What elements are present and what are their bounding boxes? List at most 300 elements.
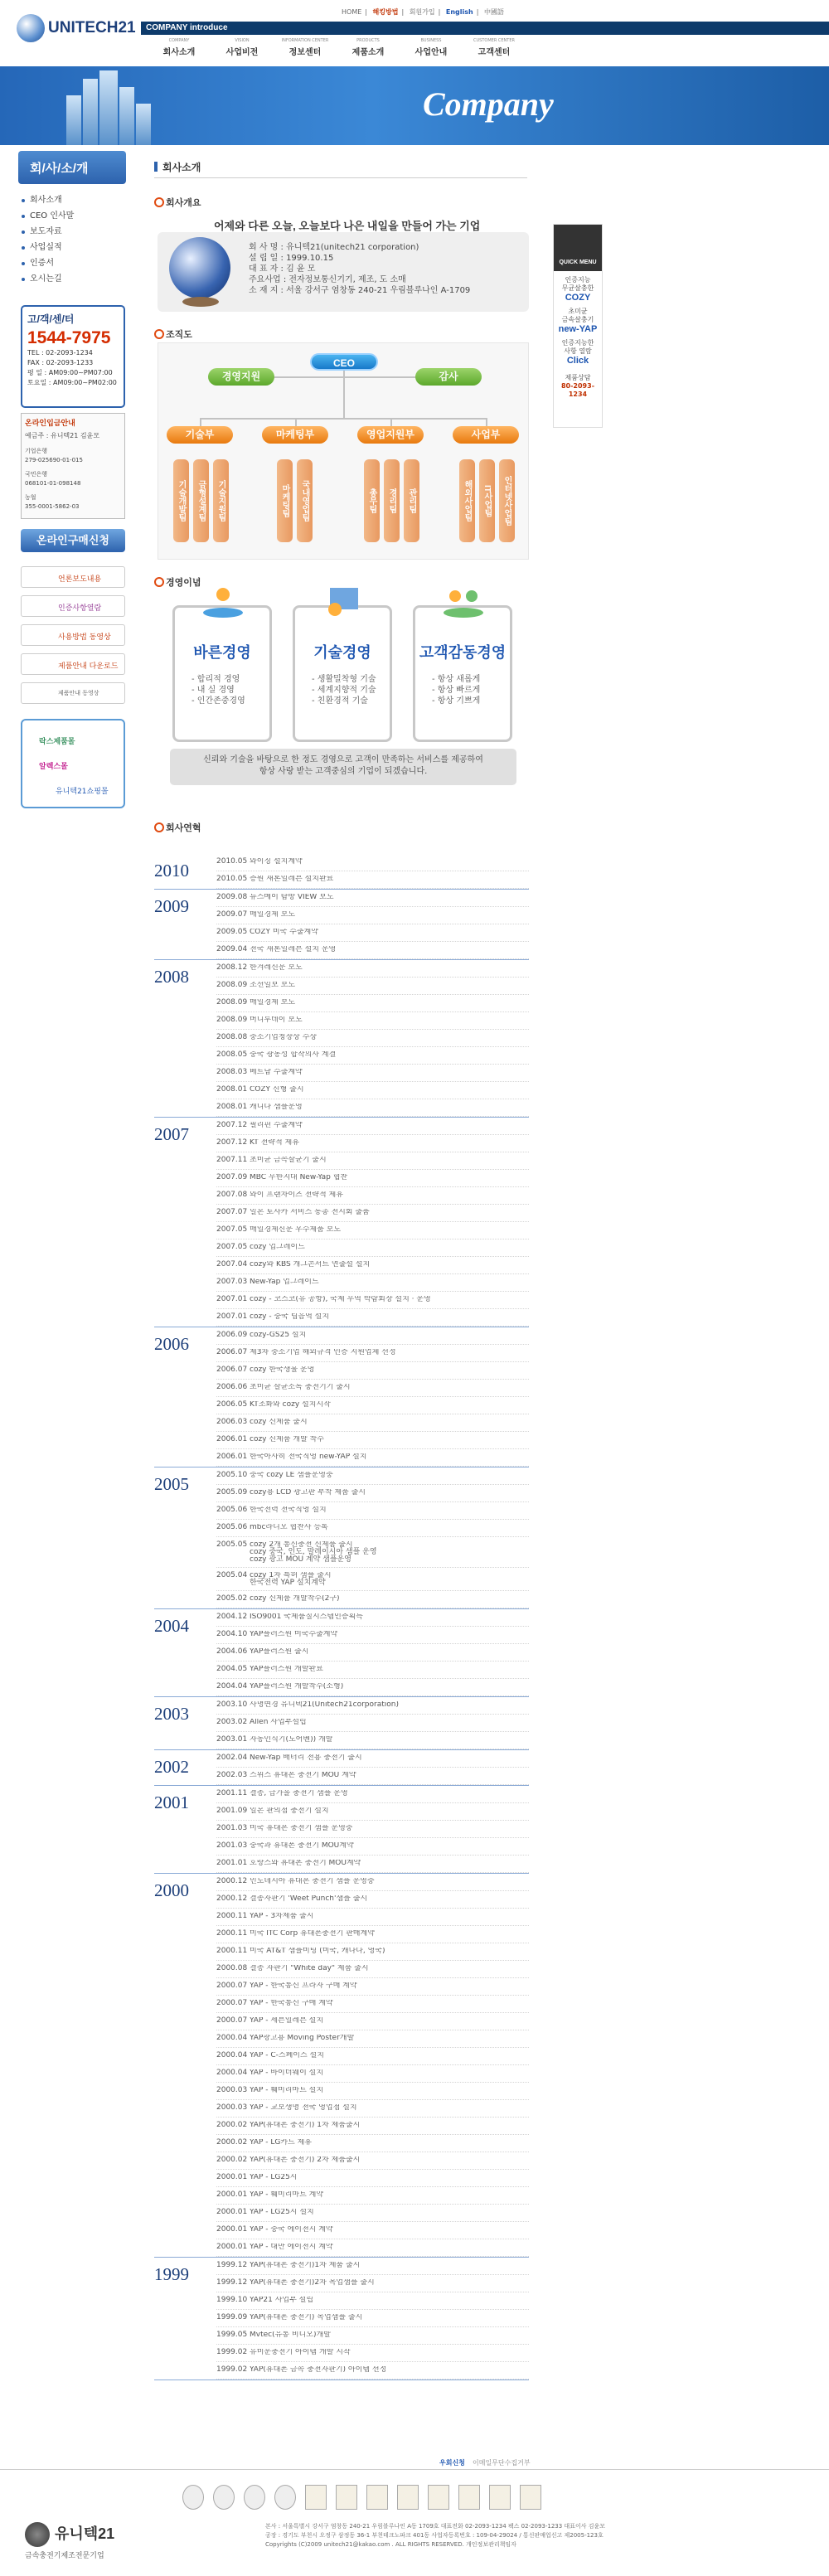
history-event: KT 전략적 제휴 [250, 1139, 299, 1147]
history-row [216, 2275, 529, 2292]
history-row [216, 942, 529, 959]
nav-strip [141, 22, 829, 35]
quick-item-label: 무균살충한 [561, 284, 594, 292]
history-year-group [154, 1118, 529, 1327]
history-year: 2002 [154, 1757, 189, 1777]
history-event: 호랑스와 휴대폰 충전기 MOU계약 [250, 1860, 361, 1867]
org-team: 해외사업팀 [459, 459, 475, 542]
footer-link[interactable]: 이메일무단수집거부 [473, 2459, 531, 2467]
history-event: YAP(휴대폰 충전기)1차 제품 출시 [250, 2262, 361, 2269]
history-event: cozy 신제품 개발 착수 [250, 1436, 324, 1443]
main-menu [148, 38, 526, 57]
menu-customer[interactable]: CUSTOMER CENTER 고객센터 [473, 38, 515, 57]
history-row [216, 1537, 529, 1568]
building-shape [83, 79, 98, 145]
sidebar-item-ceo[interactable]: CEO 인사말 [20, 208, 126, 224]
call-center-hours: 토요일 : AM09:00~PM02:00 [27, 379, 117, 386]
footer-address-line: 공장 : 경기도 부천시 오정구 삼정동 36-1 부천테크노파크 401동 사업자등록번호 : 109-04-29024 / 통신판매업신고 제2005-123호 [265, 2532, 604, 2539]
history-date: 2010.05 [216, 857, 248, 866]
history-row [216, 1432, 529, 1449]
history-row [216, 2100, 529, 2118]
quick-item-label: 인증지능한 [561, 339, 594, 347]
menu-products[interactable]: PRODUCTS 제품소개 [351, 38, 385, 57]
history-date: 2004.06 [216, 1647, 248, 1656]
history-row [216, 871, 529, 889]
history-row [216, 1627, 529, 1644]
history-date: 2008.08 [216, 1033, 248, 1041]
history-row [216, 2362, 529, 2380]
history-row [216, 1292, 529, 1309]
history-date: 2005.10 [216, 1471, 248, 1479]
history-event: ISO9001 국제품질시스템인증획득 [250, 1613, 363, 1621]
history-row [216, 1239, 529, 1257]
util-join-link[interactable]: 회원가입 [409, 8, 435, 16]
history-row [216, 1874, 529, 1891]
history-year-group [154, 1327, 529, 1467]
building-shape [99, 70, 118, 145]
history-date: 2005.04 [216, 1571, 248, 1579]
history-row [216, 1065, 529, 1082]
history-date: 2003.01 [216, 1735, 248, 1744]
overview-line: 주요사업 : 전자정보통신기기, 제조, 도 소매 [249, 275, 406, 284]
history-event: YAP - 훼미리마트 설치 [250, 2087, 324, 2094]
history-event: 중소기업청장상 수상 [250, 1034, 318, 1041]
history-date: 2005.02 [216, 1594, 248, 1603]
history-event: YAP - 한국통신 프라자 구매 계약 [250, 1982, 357, 1990]
mgmt-item: - 인간존중경영 [191, 696, 245, 706]
history-date: 2000.11 [216, 1947, 248, 1955]
call-center-tel: TEL : 02-2093-1234 [27, 349, 93, 357]
history-date: 2007.05 [216, 1243, 248, 1251]
history-row [216, 2205, 529, 2222]
history-date: 2007.03 [216, 1278, 248, 1286]
history-year-group [154, 2258, 529, 2380]
history-event: YAP - 교보생명 전국 영업점 설치 [250, 2104, 357, 2112]
history-date: 2007.05 [216, 1225, 248, 1234]
history-row [216, 2327, 529, 2345]
mgmt-item: - 친환경적 기술 [312, 696, 368, 706]
bank-account: 068101-01-098148 [25, 480, 81, 487]
history-date: 2004.04 [216, 1682, 248, 1691]
history-event: YAP(휴대폰 충전기) 목업샘플 출시 [250, 2314, 363, 2321]
history-row [216, 1644, 529, 1662]
history-date: 1999.10 [216, 2296, 248, 2304]
quick-phone: 80-2093-1234 [560, 382, 595, 398]
cert-badge-icon [244, 2485, 265, 2510]
history-date: 2001.01 [216, 1859, 248, 1867]
mgmt-card [293, 605, 392, 742]
history-row [216, 1891, 529, 1909]
history-date: 1999.09 [216, 2313, 248, 2321]
history-date: 2000.02 [216, 2138, 248, 2147]
online-order-button[interactable]: 온라인구매신청 [21, 529, 125, 552]
history-event: 제3차 중소기업 해외규격 인증 지원업체 선정 [250, 1349, 396, 1356]
history-event: 한겨레신문 보도 [250, 964, 303, 972]
history-date: 2003.02 [216, 1718, 248, 1726]
history-year-group [154, 1697, 529, 1750]
footer-logo-icon [25, 2522, 50, 2547]
quick-newyap-link[interactable]: new-YAP [558, 324, 598, 334]
menu-company[interactable]: COMPANY 회사소개 [162, 38, 196, 57]
call-center-hours: 평 일 : AM09:00~PM07:00 [27, 369, 113, 376]
history-row [216, 1152, 529, 1170]
overview-line: 대 표 자 : 김 윤 모 [249, 264, 316, 274]
history-row [216, 1520, 529, 1537]
history-date: 2000.03 [216, 2086, 248, 2094]
history-year: 2010 [154, 861, 189, 880]
history-row [216, 2065, 529, 2083]
history-event: 전국 새론일레븐 설치 운영 [250, 946, 337, 953]
history-row [216, 854, 529, 871]
mgmt-message-line: 항상 사랑 받는 고객중심의 기업이 되겠습니다. [259, 767, 428, 776]
history-year-group [154, 960, 529, 1118]
cert-badge-icon [458, 2485, 480, 2510]
history-year: 2001 [154, 1793, 189, 1812]
org-division: 사업부 [453, 426, 519, 444]
hero-title: Company [423, 85, 554, 123]
history-event: 인도네시아 휴대폰 충전기 샘플 운영중 [250, 1878, 375, 1885]
side-link-press[interactable]: 언론보도내용 [21, 566, 125, 588]
org-team: 관리팀 [404, 459, 419, 542]
history-event: YAP(휴대폰 금속 충전자판기) 아이템 선정 [250, 2366, 387, 2374]
sidebar-item-press[interactable]: 보도자료 [20, 224, 126, 240]
org-division: 영업지원부 [357, 426, 424, 444]
history-event: Mvtec(유통 비디오)개발 [250, 2331, 331, 2339]
util-chinese-link[interactable]: 中國語 [483, 8, 504, 16]
page-title: 회사소개 [154, 160, 527, 178]
history-row [216, 1170, 529, 1187]
history-row [216, 1821, 529, 1838]
footer-link-bar [0, 2457, 829, 2470]
history-date: 2008.09 [216, 998, 248, 1007]
history-date: 2002.03 [216, 1771, 248, 1779]
history-year: 2006 [154, 1334, 189, 1354]
org-team: IT사업팀 [479, 459, 495, 542]
history-row [216, 1502, 529, 1520]
history-date: 2000.07 [216, 1982, 248, 1990]
history-date: 2009.08 [216, 893, 248, 901]
mgmt-item: - 합리적 경영 [191, 675, 240, 684]
history-date: 2000.08 [216, 1964, 248, 1972]
overview-line: 소 재 지 : 서울 강서구 염창동 240-21 우림블루나인 A-1709 [249, 286, 471, 295]
cert-badge-icon [336, 2485, 357, 2510]
history-row [216, 2048, 529, 2065]
history-date: 2007.12 [216, 1121, 248, 1129]
history-row [216, 1697, 529, 1715]
family-site-link[interactable]: 유니텍21쇼핑몰 [56, 788, 109, 796]
history-row [216, 1030, 529, 1047]
family-site-link[interactable]: 락스제품몰 [39, 738, 75, 746]
history-event: KT조화와 cozy 설치시작 [250, 1401, 331, 1409]
history-date: 2001.11 [216, 1789, 248, 1797]
history-row [216, 1012, 529, 1030]
history-date: 2000.11 [216, 1929, 248, 1938]
mgmt-card [172, 605, 272, 742]
footer [0, 2452, 829, 2576]
mgmt-title: 기술경영 [313, 644, 371, 661]
family-site-link[interactable]: 알렉스몰 [39, 763, 68, 771]
cert-badges [182, 2485, 550, 2510]
history-event: cozy 2개 통신충전 신제품 출시 cozy 중국, 인도, 말레이시아 샘플 운영 cozy 광고 MOU 계약 샘플운영 [250, 1541, 377, 1564]
history-date: 2006.01 [216, 1453, 248, 1461]
footer-copyright: Copyrights (C)2009 unitech21@kakao.com . ALL RIGHTS RESERVED. 개인정보관리책임자 [265, 2541, 516, 2548]
history-row [216, 1485, 529, 1502]
history-event: 중국 cozy LE 샘플운영중 [250, 1472, 333, 1479]
history-row [216, 1568, 529, 1591]
history-event: cozy 한국생물 운영 [250, 1366, 315, 1374]
call-center-number: 1544-7975 [27, 328, 111, 347]
history-event: YAP - 3차제품 출시 [250, 1913, 314, 1920]
history-row [216, 2083, 529, 2100]
bank-account: 279-025690-01-015 [25, 457, 83, 463]
building-shape [119, 87, 134, 145]
sidebar-item-certs[interactable]: 인증서 [20, 255, 126, 271]
building-shape [136, 104, 151, 145]
history-row [216, 1996, 529, 2013]
history-year-group [154, 854, 529, 890]
history-date: 2000.04 [216, 2051, 248, 2059]
history-event: 일본 토사카 서비스 동총 전시회 출품 [250, 1209, 370, 1216]
org-line [343, 368, 345, 418]
cert-badge-icon [274, 2485, 296, 2510]
globe-icon [169, 237, 230, 298]
section-heading-overview: 회사개요 [154, 196, 201, 209]
history-row [216, 2310, 529, 2327]
org-team: 기술개발팀 [173, 459, 189, 542]
cert-badge-icon [428, 2485, 449, 2510]
history-year: 2007 [154, 1124, 189, 1144]
history-row [216, 890, 529, 907]
history-date: 2008.05 [216, 1050, 248, 1059]
history-event: 중국과 휴대폰 충전기 MOU계약 [250, 1842, 354, 1850]
history-event: 스위스 휴대폰 충전기 MOU 계약 [250, 1772, 356, 1779]
quick-item-label: 사항 열람 [564, 347, 592, 355]
history-date: 2004.05 [216, 1665, 248, 1673]
mgmt-card [413, 605, 512, 742]
history-row [216, 1679, 529, 1696]
history-event: MBC 무한지대 New-Yap 협찬 [250, 1174, 348, 1181]
history-row [216, 1274, 529, 1292]
history-date: 1999.02 [216, 2365, 248, 2374]
sidebar-item-results[interactable]: 사업실적 [20, 240, 126, 255]
history-event: 와이징 설치계약 [250, 858, 303, 866]
history-year: 1999 [154, 2264, 189, 2284]
org-team: 경리팀 [384, 459, 400, 542]
history-row [216, 1715, 529, 1732]
history-row [216, 1135, 529, 1152]
history-event: 와이 프랜차이즈 전략적 제휴 [250, 1191, 343, 1199]
history-row [216, 2135, 529, 2152]
history-row [216, 2258, 529, 2275]
history-date: 2000.12 [216, 1877, 248, 1885]
history-event: 한국전력 전국직영 설치 [250, 1506, 327, 1514]
history-year-group [154, 1786, 529, 1874]
building-shape [66, 95, 81, 145]
history-event: COZY 신형 출시 [250, 1086, 304, 1094]
quick-item-label: 제품상담 [565, 374, 591, 381]
history-row [216, 1380, 529, 1397]
history-event: 매일경제신문 우수제품 보도 [250, 1226, 342, 1234]
history-year: 2000 [154, 1880, 189, 1900]
history-date: 2000.12 [216, 1894, 248, 1903]
overview-line: 설 립 일 : 1999.10.15 [249, 254, 334, 263]
history-event: 미국 ITC Corp 휴대폰충전기 판매계약 [250, 1930, 375, 1938]
footer-link[interactable]: 우회신청 [439, 2459, 465, 2467]
history-date: 2008.09 [216, 981, 248, 989]
history-date: 2000.01 [216, 2225, 248, 2234]
history-row [216, 2170, 529, 2187]
sidebar-item-location[interactable]: 오시는길 [20, 271, 126, 287]
section-heading-history: 회사연혁 [154, 821, 201, 834]
mgmt-title: 고객감동경영 [419, 644, 507, 661]
menu-vision[interactable]: VISION 사업비전 [225, 38, 259, 57]
history-date: 2008.12 [216, 963, 248, 972]
history-date: 2000.01 [216, 2173, 248, 2181]
history-year: 2003 [154, 1704, 189, 1724]
history-event: YAP - C-스페이스 설치 [250, 2052, 324, 2059]
bank-holder: 예금주 : 유니텍21 김윤모 [25, 432, 100, 439]
section-heading-mgmt: 경영이념 [154, 575, 201, 589]
history-year-group [154, 1874, 529, 2258]
history-event: YAP - LG25시 설치 [250, 2209, 314, 2216]
quick-cozy-link[interactable]: COZY [565, 293, 591, 303]
history-row [216, 1345, 529, 1362]
history-date: 2004.10 [216, 1630, 248, 1638]
quick-item-label: 초미균 [568, 308, 588, 315]
history-event: cozy 업그레이드 [250, 1244, 305, 1251]
bank-title: 온라인입금안내 [25, 419, 75, 427]
history-row [216, 2345, 529, 2362]
history-date: 2006.07 [216, 1366, 248, 1374]
history-event: 일본 판의점 충전기 설치 [250, 1807, 329, 1815]
quick-menu-title: QUICK MENU [554, 225, 602, 271]
history-row [216, 2292, 529, 2310]
history-row [216, 1205, 529, 1222]
cert-badge-icon [489, 2485, 511, 2510]
history-year-group [154, 1609, 529, 1697]
menu-info[interactable]: INFORMATION CENTER 정보센터 [281, 38, 329, 57]
footer-tagline: 금속충전기제조전문기업 [25, 2552, 104, 2560]
history-event: cozy 신제품 출시 [250, 1419, 308, 1426]
history-date: 2003.10 [216, 1700, 248, 1709]
history-row [216, 1082, 529, 1099]
history-event: 결종, 급가을 충전기 샘플 운영 [250, 1790, 348, 1797]
overview-line: 회 사 명 : 유니텍21(unitech21 corporation) [249, 243, 419, 252]
history-event: COZY 미국 수출계약 [250, 929, 318, 936]
sidebar-title: 회/사/소/개 [18, 151, 126, 184]
util-english-link[interactable]: English [445, 8, 473, 16]
history-date: 2009.07 [216, 910, 248, 919]
history-event: 유미운충전기 아이템 개발 시작 [250, 2349, 351, 2356]
quick-click-link[interactable]: Click [566, 356, 589, 366]
history-row [216, 1397, 529, 1414]
cert-badge-icon [182, 2485, 204, 2510]
history-event: YAP - 중국 에이전시 계약 [250, 2226, 333, 2234]
history-event: cozy 신제품 개발착수(2구) [250, 1595, 340, 1603]
logo-globe-icon [17, 14, 45, 42]
history-row [216, 2030, 529, 2048]
site-logo[interactable]: UNITECH21 [17, 12, 128, 54]
sidebar-item-company[interactable]: 회사소개 [20, 192, 126, 208]
org-line [200, 418, 486, 420]
side-link-product-video[interactable]: 제품안내 동영상 [21, 682, 125, 704]
history-event: 초미균 금속살균기 출시 [250, 1157, 327, 1164]
history-date: 2008.09 [216, 1016, 248, 1024]
history-date: 2008.01 [216, 1085, 248, 1094]
history-row [216, 978, 529, 995]
footer-address-line: 본사 : 서울특별시 강서구 염창동 240-21 우림블루나인 A동 1709호 대표전화 02-2093-1234 팩스 02-2093-1233 대표이사 김윤모 [265, 2523, 605, 2530]
history-event: YAP21 사업부 설립 [250, 2297, 314, 2304]
history-event: 결종자판기 'Weet Punch'샘플 출시 [250, 1895, 368, 1903]
history-row [216, 1222, 529, 1239]
history-event: YAP플러스원 개발완료 [250, 1666, 323, 1673]
mgmt-message-line: 신뢰와 기술을 바탕으로 한 정도 경영으로 고객이 만족하는 서비스를 제공하여 [203, 755, 483, 764]
history-event: 머니투데이 보도 [250, 1016, 303, 1024]
bank-name: 국민은행 [25, 471, 48, 478]
cert-badge-icon [366, 2485, 388, 2510]
history-event: 초미균 살균소독 충전기기 출시 [250, 1384, 351, 1391]
mgmt-title: 바른경영 [193, 644, 251, 661]
org-ceo: CEO [310, 353, 378, 371]
bank-name: 기업은행 [25, 448, 48, 454]
mgmt-item: - 내 실 경영 [191, 686, 235, 695]
history-event: 조선일보 보도 [250, 982, 296, 989]
util-home-link[interactable]: HOME [342, 8, 362, 16]
org-team: 마케팅팀 [277, 459, 293, 542]
history-date: 2007.07 [216, 1208, 248, 1216]
side-link-certs[interactable]: 인증사항열람 [21, 595, 125, 617]
history-date: 2000.11 [216, 1912, 248, 1920]
section-title: COMPANY introduce [146, 23, 228, 32]
side-link-video[interactable]: 사용방법 동영상 [21, 624, 125, 646]
org-audit: 감사 [415, 368, 482, 386]
history-event: YAP - LG25시 [250, 2174, 298, 2181]
history-event: YAP - 한국통신 구매 계약 [250, 2000, 333, 2007]
history-event: YAP(휴대폰 충전기)2차 목업샘플 출시 [250, 2279, 375, 2287]
history-event: cozy - 중국 팁음역 설치 [250, 1313, 330, 1321]
cert-badge-icon [305, 2485, 327, 2510]
history-date: 2000.01 [216, 2208, 248, 2216]
cert-badge-icon [520, 2485, 541, 2510]
company-slogan: 어제와 다른 오늘, 오늘보다 나은 내일을 만들어 가는 기업 [214, 220, 481, 232]
history-row [216, 1449, 529, 1467]
menu-business[interactable]: BUSINESS 사업안내 [414, 38, 448, 57]
history-event: YAP - LG카드 제휴 [250, 2139, 312, 2147]
side-link-download[interactable]: 제품안내 다운로드 [21, 653, 125, 675]
history-row [216, 1187, 529, 1205]
history-date: 2008.03 [216, 1068, 248, 1076]
history-row [216, 1838, 529, 1856]
history-row [216, 1732, 529, 1749]
history-date: 2000.03 [216, 2103, 248, 2112]
cert-badge-icon [213, 2485, 235, 2510]
history-event: cozy 1차 특허 샘플 출시 한국전력 YAP 설치계약 [250, 1572, 332, 1587]
history-year: 2005 [154, 1474, 189, 1494]
history-event: cozy - 코스코(유 공항), 국제 무역 박람회장 설치 · 운영 [250, 1296, 431, 1303]
history-date: 2006.05 [216, 1400, 248, 1409]
history-date: 1999.12 [216, 2261, 248, 2269]
call-center-fax: FAX : 02-2093-1233 [27, 359, 94, 366]
history-date: 2006.07 [216, 1348, 248, 1356]
quick-menu [553, 224, 603, 428]
history-row [216, 1943, 529, 1961]
history-row [216, 1768, 529, 1785]
section-heading-org: 조직도 [154, 327, 192, 341]
util-sitemap-link[interactable]: 해킹방법 [372, 8, 399, 16]
history-date: 2005.06 [216, 1523, 248, 1531]
header [0, 0, 829, 66]
history-date: 2009.04 [216, 945, 248, 953]
